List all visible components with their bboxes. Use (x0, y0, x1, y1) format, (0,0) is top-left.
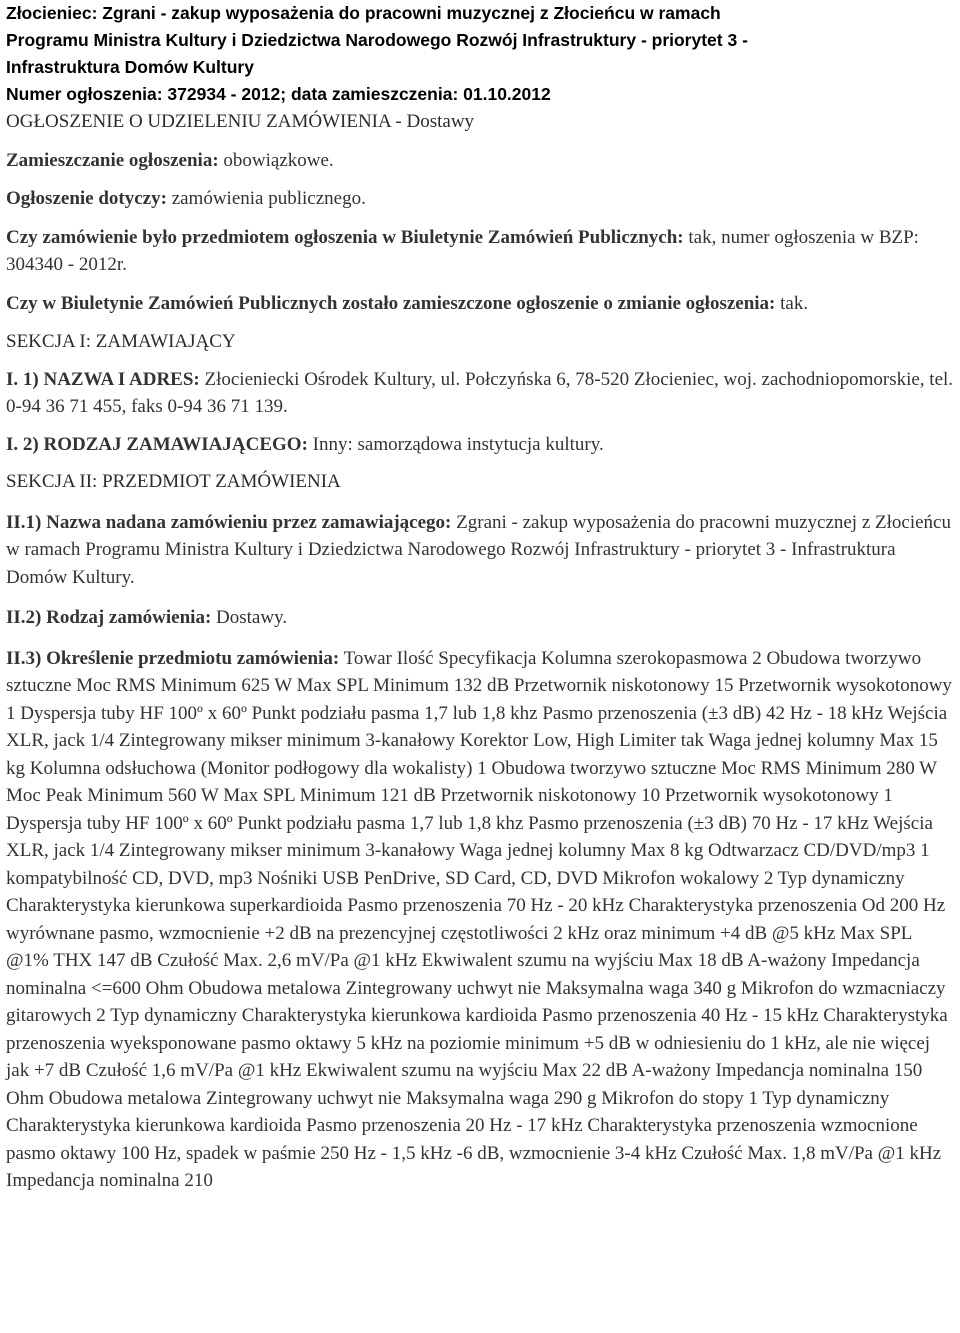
authority-name-value: Złocieniecki Ośrodek Kultury, ul. Połczyńska 6, 78-520 Złocieniec, woj. zachodniopomorskie, tel. 0-94 36 71 455, faks 0-94 36 71 139. (6, 368, 954, 417)
concerns-value: zamówienia publicznego. (171, 188, 366, 209)
authority-type-value: Inny: samorządowa instytucja kultury. (312, 433, 604, 455)
placement-value: obowiązkowe. (223, 149, 334, 171)
order-name (6, 509, 954, 592)
order-description (6, 645, 954, 1195)
contracting-authority-name (6, 366, 954, 421)
section-2-title: SEKCJA II: PRZEDMIOT ZAMÓWIENIA (6, 471, 341, 492)
authority-type-label: I. 2) RODZAJ ZAMAWIAJĄCEGO: (6, 433, 308, 455)
order-description-value: Towar Ilość Specyfikacja Kolumna szerokopasmowa 2 Obudowa tworzywo sztuczne Moc RMS Minimum 625 W Max SPL Minimum 132 dB Przetwornik niskotonowy 15 Przetwornik wysokotonowy 1 Dyspersja tuby HF 100º x 60º Punkt podziału pasma 1,7 lub 1,8 khz Pasmo przenoszenia (±3 dB) 42 Hz - 18 kHz Wejścia XLR, jack 1/4 Zintegrowany mikser minimum 3-kanałowy Korektor Low, High Limiter tak Waga jednej kolumny Max 15 kg Kolumna odsłuchowa (Monitor podłogowy dla wokalisty) 1 Obudowa tworzywo sztuczne Moc RMS Minimum 280 W Moc Peak Minimum 560 W Max SPL Minimum 121 dB Przetwornik niskotonowy 10 Przetwornik wysokotonowy 1 Dyspersja tuby HF 100º x 60º Punkt podziału pasma 1,7 lub 1,8 khz Pasmo przenoszenia (±3 dB) 70 Hz - 17 kHz Wejścia XLR, jack 1/4 Zintegrowany mikser minimum 3-kanałowy Waga jednej kolumny Max 8 kg Odtwarzacz CD/DVD/mp3 1 kompatybilność CD, DVD, mp3 Nośniki USB PenDrive, SD Card, CD, DVD Mikrofon wokalowy 2 Typ dynamiczny Charakterystyka kierunkowa superkardioida Pasmo przenoszenia 70 Hz - 20 kHz Charakterystyka przenoszenia Od 200 Hz wyrównane pasmo, wzmocnienie +2 dB na prezencyjnej częstotliwości 2 kHz oraz minimum +4 dB @5 kHz Max SPL @1% THX 147 dB Czułość Max. 2,6 mV/Pa @1 kHz Ekwiwalent szumu na wyjściu Max 18 dB A-ważony Impedancja nominalna <=600 Ohm Obudowa metalowa Zintegrowany uchwyt nie Maksymalna waga 340 g Mikrofon do wzmacniaczy gitarowych 2 Typ dynamiczny Charakterystyka kierunkowa kardioida Pasmo przenoszenia 40 Hz - 15 kHz Charakterystyka przenoszenia wyeksponowane pasmo oktawy 5 kHz na poziomie minimum +5 dB w odniesieniu do 1 kHz, ale nie więcej jak +7 dB Czułość 1,6 mV/Pa @1 kHz Ekwiwalent szumu na wyjściu Max 22 dB A-ważony Impedancja nominalna 150 Ohm Obudowa metalowa Zintegrowany uchwyt nie Maksymalna waga 290 g Mikrofon do stopy 1 Typ dynamiczny Charakterystyka kierunkowa kardioida Pasmo przenoszenia 20 Hz - 17 kHz Charakterystyka przenoszenia wzmocnione pasmo oktawy 100 Hz, spadek w paśmie 250 Hz - 1,5 kHz -6 dB, wzmocnienie 3-4 kHz Czułość Max. 1,8 mV/Pa @1 kHz Impedancja nominalna 210 (6, 647, 952, 1191)
order-kind (6, 604, 954, 632)
change-value: tak. (780, 292, 809, 314)
document-header (6, 0, 954, 108)
bzp-value: tak, numer ogłoszenia w BZP: 304340 - 2012r. (6, 226, 919, 275)
notice-type: OGŁOSZENIE O UDZIELENIU ZAMÓWIENIA - Dostawy (6, 111, 475, 132)
title-line-3: Infrastruktura Domów Kultury (6, 57, 254, 77)
change-field (6, 290, 954, 318)
bzp-label: Czy zamówienie było przedmiotem ogłoszenia w Biuletynie Zamówień Publicznych: (6, 226, 684, 248)
section-1-title: SEKCJA I: ZAMAWIAJĄCY (6, 331, 236, 352)
order-name-label: II.1) Nazwa nadana zamówieniu przez zamawiającego: (6, 511, 452, 533)
change-label: Czy w Biuletynie Zamówień Publicznych zostało zamieszczone ogłoszenie o zmianie ogłoszenia: (6, 292, 776, 314)
placement-field (6, 147, 954, 175)
concerns-field (6, 185, 954, 213)
title-line-2: Programu Ministra Kultury i Dziedzictwa Narodowego Rozwój Infrastruktury - priorytet 3 - (6, 30, 748, 50)
order-kind-value: Dostawy. (216, 607, 288, 628)
title-line-1: Złocieniec: Zgrani - zakup wyposażenia do pracowni muzycznej z Złocieńcu w ramach (6, 3, 721, 23)
concerns-label: Ogłoszenie dotyczy: (6, 188, 167, 209)
notice-number-line: Numer ogłoszenia: 372934 - 2012; data zamieszczenia: 01.10.2012 (6, 84, 551, 104)
order-description-label: II.3) Określenie przedmiotu zamówienia: (6, 647, 340, 669)
contracting-authority-type (6, 431, 954, 459)
bzp-field (6, 224, 954, 279)
order-kind-label: II.2) Rodzaj zamówienia: (6, 607, 212, 628)
authority-name-label: I. 1) NAZWA I ADRES: (6, 368, 200, 390)
order-name-value: Zgrani - zakup wyposażenia do pracowni muzycznej z Złocieńcu w ramach Programu Ministra Kultury i Dziedzictwa Narodowego Rozwój Infrastruktury - priorytet 3 - Infrastruktura Domów Kultury. (6, 511, 951, 588)
placement-label: Zamieszczanie ogłoszenia: (6, 149, 219, 171)
